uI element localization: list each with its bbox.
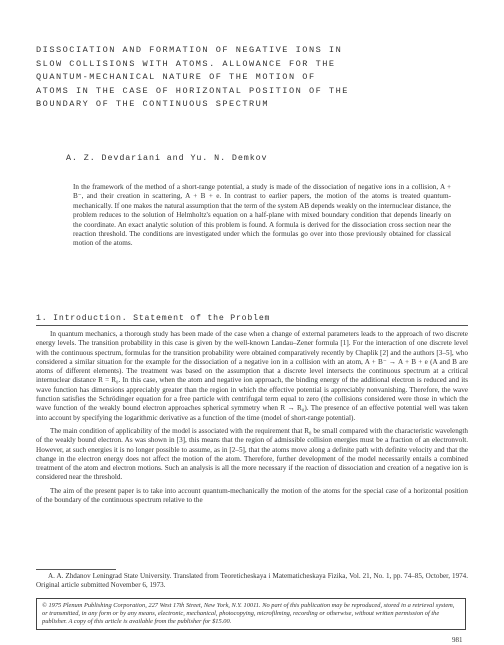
page-number: 981 — [452, 636, 463, 644]
section-heading: 1. Introduction. Statement of the Problem — [36, 314, 271, 323]
body-text — [36, 330, 468, 509]
footnote-divider — [36, 569, 116, 570]
footnote: A. A. Zhdanov Leningrad State University. Translated from Teoreticheskaya i Matematicheskaya Fizika, Vol. 21, No. 1, pp. 74–85, October, 1974. Original article submitted November 6, 1973. — [36, 572, 468, 589]
article-title — [36, 44, 456, 112]
copyright-notice: © 1975 Plenum Publishing Corporation, 227 West 17th Street, New York, N.Y. 10011. No part of this publication may be reproduced, stored in a retrieval system, or transmitted, in any form or by any means, electronic, mechanical, photocopying, microfilming, recording or otherwise, without written permission of the publisher. A copy of this article is available from the publisher for $15.00. — [36, 598, 466, 630]
author-list: A. Z. Devdariani and Yu. N. Demkov — [66, 153, 268, 163]
abstract: In the framework of the method of a short-range potential, a study is made of the dissociation of negative ions in a collision, A + B⁻, and their creation in scattering, A + B + e. In contrast to earlier papers, the motion of the atoms is treated quantum-mechanically. If one makes the natural assumption that the term of the system AB depends weakly on the internuclear distance, the problem reduces to the solution of Helmholtz's equation on a half-plane with mixed boundary condition that depends linearly on the coordinate. An exact analytic solution of this problem is found. A formula is derived for the dissociation cross section near the reaction threshold. The conditions are investigated under which the formulas go over into those previously obtained for classical motion of the atoms. — [73, 183, 451, 248]
title-line-3: QUANTUM-MECHANICAL NATURE OF THE MOTION OF — [36, 72, 316, 83]
title-line-1: DISSOCIATION AND FORMATION OF NEGATIVE IONS IN — [36, 45, 343, 55]
body-paragraph-3: The aim of the present paper is to take into account quantum-mechanically the motion of the atoms for the special case of a horizontal position of the boundary of the continuous spectrum relative to the — [36, 486, 468, 505]
body-paragraph-2: The main condition of applicability of the model is associated with the requirement that R₀ be small compared with the characteristic wavelength of the weakly bound electron. As was shown in [3], this means that the region of admissible collision energies must be a fraction of an electronvolt. However, at such energies it is no longer possible to assume, as in [2–5], that the atoms move along a definite path with definite velocity and that the change in the electron energy does not affect the motion of the atom. Therefore, further development of the model necessarily entails a combined treatment of the atom and electron motions. Such an analysis is all the more necessary if the reaction of dissociation and creation of a negative ion is considered near the threshold. — [36, 426, 468, 482]
title-line-2: SLOW COLLISIONS WITH ATOMS. ALLOWANCE FOR THE — [36, 58, 336, 69]
title-line-4: ATOMS IN THE CASE OF HORIZONTAL POSITION OF THE — [36, 85, 349, 96]
title-line-5: BOUNDARY OF THE CONTINUOUS SPECTRUM — [36, 99, 269, 110]
body-paragraph-1: In quantum mechanics, a thorough study has been made of the case when a change of external parameters leads to the approach of two discrete energy levels. The transition probability in this case is given by the well-known Landau–Zener formula [1]. For the interaction of one discrete level with the continuous spectrum, formulas for the transition probability were obtained comparatively recently by Chaplik [2] and the authors [3–5], who considered a similar situation for the example for the dissociation of a negative ion in a collision with an atom, A + B⁻ → A + B + e (A and B are atoms of different elements). The treatment was based on the assumption that a discrete level intersects the continuous spectrum at a critical internuclear distance R = R₀. In this case, when the atom and negative ion approach, the binding energy of the additional electron is reduced and its wave function has dimensions appreciably greater than the region in which the effective potential is appreciably nonvanishing. Therefore, the wave function satisfies the Schrödinger equation for a free particle with centrifugal term equal to zero (the collisions considered were those in which the wave function of the weakly bound electron approaches spherical symmetry when R → R₀). The presence of an effective potential well was taken into account by specifying the logarithmic derivative as a function of the time (model of short-range potential). — [36, 330, 468, 422]
section-underline — [36, 325, 468, 326]
